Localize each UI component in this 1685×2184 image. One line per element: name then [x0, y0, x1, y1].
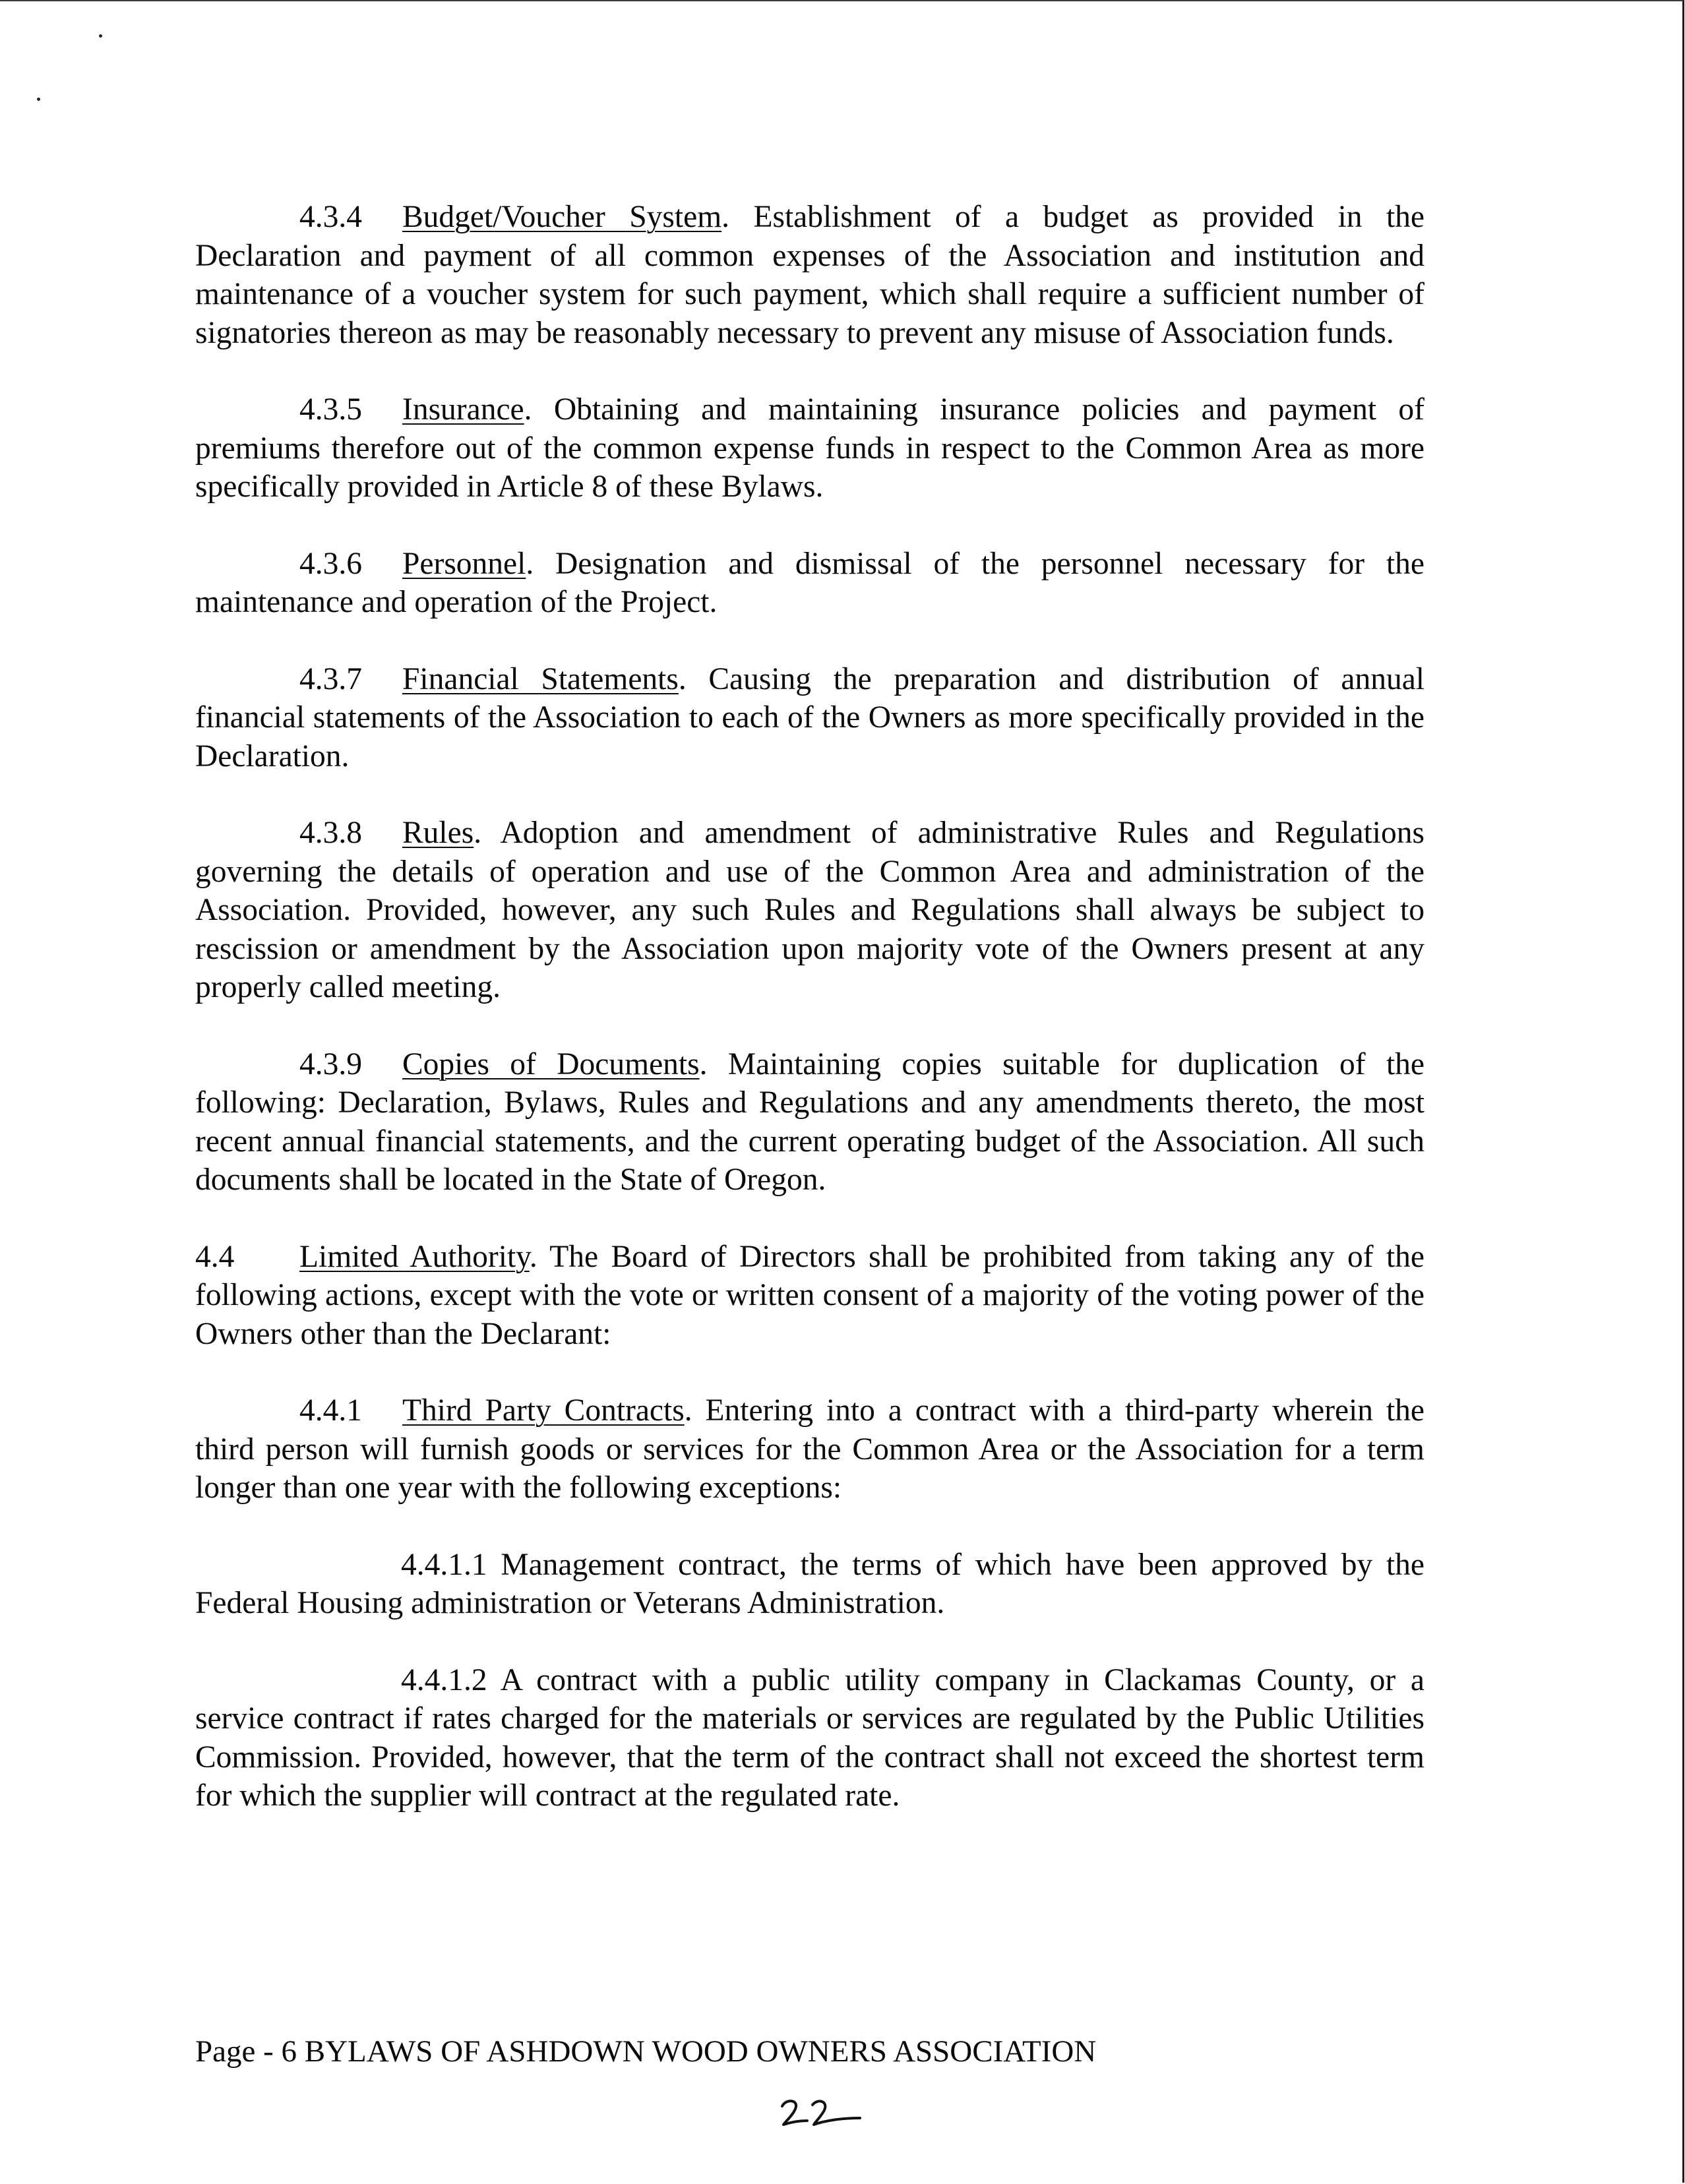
- section-heading: Limited Authority: [299, 1239, 530, 1274]
- section-heading: Personnel: [402, 546, 526, 581]
- section-number: 4.3.4: [299, 200, 362, 234]
- section-number: 4.3.5: [299, 392, 362, 427]
- section-number: 4.4.1.1: [401, 1547, 487, 1582]
- handwritten-page-number: [778, 2094, 864, 2129]
- section-4-3-5: [195, 390, 1425, 506]
- page-footer: Page - 6 BYLAWS OF ASHDOWN WOOD OWNERS ASSOCIATION: [195, 2034, 1097, 2069]
- section-text: . Designation and dismissal of the personnel necessary for the maintenance and operation of the Project.: [195, 546, 1425, 619]
- section-number: 4.4.1: [299, 1393, 362, 1428]
- section-4-4-1-2: [195, 1661, 1425, 1815]
- section-text: . Adoption and amendment of administrative Rules and Regulations governing the details of operation and use of the Common Area and administration of the Association. Provided, however, any such Rules and Regulations shall always be subject to rescission or amendment by the Association upon majority vote of the Owners present at any properly called meeting.: [195, 816, 1425, 1004]
- section-number: 4.3.7: [299, 661, 362, 696]
- section-4-4: [195, 1238, 1425, 1354]
- section-number: 4.4: [195, 1239, 235, 1274]
- section-text: . Causing the preparation and distribution of annual financial statements of the Association to each of the Owners as more specifically provided in the Declaration.: [195, 661, 1425, 774]
- section-text: A contract with a public utility company in Clackamas County, or a service contract if rates charged for the materials or services are regulated by the Public Utilities Commission. Provided, however, that the term of the contract shall not exceed the shortest term for which the supplier will contract at the regulated rate.: [195, 1662, 1425, 1813]
- section-heading: Rules: [402, 816, 474, 850]
- section-number: 4.3.8: [299, 816, 362, 850]
- section-4-3-4: [195, 198, 1425, 352]
- section-number: 4.3.9: [299, 1046, 362, 1081]
- section-heading: Insurance: [402, 392, 524, 427]
- document-body: [195, 198, 1425, 1854]
- section-heading: Budget/Voucher System: [402, 200, 722, 234]
- section-text: Management contract, the terms of which have been approved by the Federal Housing administration or Veterans Administration.: [195, 1547, 1425, 1620]
- scan-speck: [99, 34, 102, 38]
- scan-speck: [37, 98, 40, 101]
- section-text: . Entering into a contract with a third-party wherein the third person will furnish goods or services for the Common Area or the Association for a term longer than one year with the following exceptions:: [195, 1393, 1425, 1505]
- section-text: . Obtaining and maintaining insurance policies and payment of premiums therefore out of the common expense funds in respect to the Common Area as more specifically provided in Article 8 of these Bylaws.: [195, 392, 1425, 504]
- section-text: . Establishment of a budget as provided in the Declaration and payment of all common expenses of the Association and institution and maintenance of a voucher system for such payment, which shall require a sufficient number of signatories thereon as may be reasonably necessary to prevent any misuse of Association funds.: [195, 200, 1425, 350]
- section-4-4-1: [195, 1391, 1425, 1507]
- section-4-3-8: [195, 814, 1425, 1007]
- section-number: 4.4.1.2: [401, 1662, 487, 1697]
- section-text: . Maintaining copies suitable for duplication of the following: Declaration, Bylaws, Rules and Regulations and any amendments thereto, the most recent annual financial statements, and the current operating budget of the Association. All such documents shall be located in the State of Oregon.: [195, 1046, 1425, 1197]
- section-text: . The Board of Directors shall be prohibited from taking any of the following actions, except with the vote or written consent of a majority of the voting power of the Owners other than the Declarant:: [195, 1239, 1425, 1351]
- section-4-3-6: [195, 545, 1425, 622]
- section-heading: Financial Statements: [402, 661, 679, 696]
- section-4-3-7: [195, 660, 1425, 776]
- section-heading: Copies of Documents: [402, 1046, 700, 1081]
- section-number: 4.3.6: [299, 546, 362, 581]
- section-heading: Third Party Contracts: [402, 1393, 685, 1428]
- section-4-4-1-1: [195, 1546, 1425, 1623]
- section-4-3-9: [195, 1045, 1425, 1199]
